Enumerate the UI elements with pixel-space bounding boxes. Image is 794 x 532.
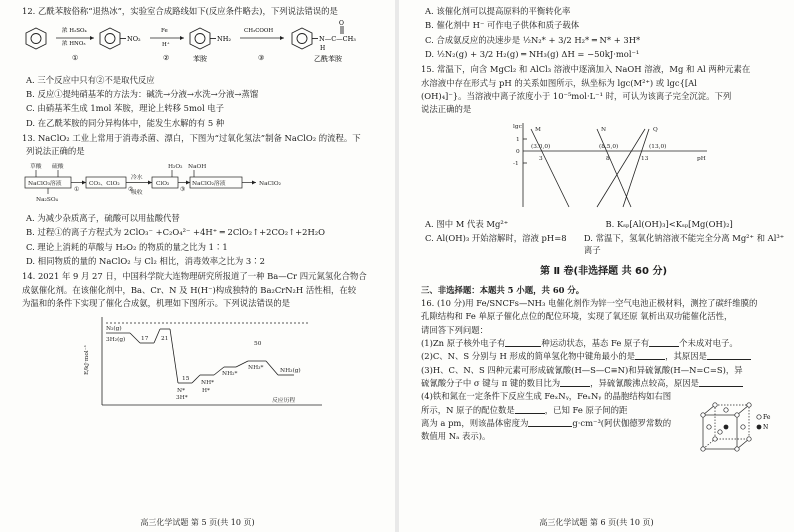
line-n xyxy=(597,126,631,207)
circ-2: ② xyxy=(128,186,134,193)
q15-option-d: D. 常温下，氢氧化钠溶液不能完全分离 Mg²⁺ 和 Al³⁺ 离子 xyxy=(583,233,785,255)
ph-x-label: pH xyxy=(697,155,706,162)
circ-1: ① xyxy=(74,186,80,193)
q16-line1: 16. (10 分)用 Fe/SNCFs—NH₃ 电催化剂作为锌一空气电池正极材料，测控了碳纤维膜的 xyxy=(421,297,758,308)
q16-part4 xyxy=(421,391,786,442)
coord-13: (13,0) xyxy=(649,143,667,150)
nitrobenzene-ring xyxy=(100,28,126,49)
value-17: 17 xyxy=(141,335,149,342)
species-nh2: NH₂* xyxy=(222,370,238,377)
answer-blank[interactable] xyxy=(528,418,572,427)
acetanilide-o: O xyxy=(339,20,344,28)
species-h: H* xyxy=(202,387,210,394)
q16-part2-b: ，其原因是 xyxy=(665,351,708,362)
product-naclo2: NaClO₂ xyxy=(259,180,281,187)
q16-part3-b: 硫氰酸分子中 σ 键与 π 键的数目比为 xyxy=(421,378,561,389)
acetanilide-h: H xyxy=(320,45,326,53)
q15-stem-line4: 说法正确的是 xyxy=(421,104,472,115)
q14-option-c: C. 合成氨反应的决速步是 ½N₂* + 3/2 H₂* ═ N* + 3H* xyxy=(425,34,641,45)
section-2-title: 第 Ⅱ 卷(非选择题 共 60 分) xyxy=(539,266,668,278)
q15-option-a: A. 图中 M 代表 Mg²⁺ xyxy=(425,219,509,230)
level-nh3: NH₃(g) xyxy=(280,367,301,374)
species-3h: 3H* xyxy=(176,394,188,401)
reagent3: CH₃COOH xyxy=(244,28,274,35)
circ-3: ③ xyxy=(180,186,186,193)
q16-part1-a: (1)Zn 原子核外电子有 xyxy=(421,338,506,348)
byproduct-na2so4: Na₂SO₄ xyxy=(36,196,58,203)
q16-line3: 请回答下列问题： xyxy=(421,324,488,335)
box-naclo3: NaClO₃溶液 xyxy=(28,180,62,187)
answer-blank[interactable] xyxy=(649,338,679,347)
aniline-ring xyxy=(190,28,216,49)
step1-label: ① xyxy=(72,54,79,63)
species-nh3: NH₃* xyxy=(248,364,264,371)
tick-1: 1 xyxy=(516,136,520,143)
q12-option-b: B. 反应①提纯硝基苯的方法为：碱洗→分液→水洗→分液→蒸馏 xyxy=(26,89,259,100)
q14-energy-diagram xyxy=(22,313,387,414)
q16-part4-b: 所示，N 原子的配位数是 xyxy=(421,404,515,415)
point-n: N xyxy=(601,126,607,133)
q16-part4-e: g·cm⁻³(阿伏伽德罗常数的 xyxy=(572,418,672,429)
label-oxalic-acid: 草酸 xyxy=(30,163,42,170)
box-clo2: ClO₂ xyxy=(156,180,170,187)
answer-blank[interactable] xyxy=(560,378,590,387)
box-gas: CO₂、ClO₂ xyxy=(89,180,120,187)
q14-option-b: B. 催化剂中 H⁻ 可作电子供体和质子载体 xyxy=(425,20,580,31)
box-naclo2-solution: NaClO₂溶液 xyxy=(192,180,226,187)
crystal-cell-diagram xyxy=(697,397,783,459)
q16-part4-a: (4)铁和氮在一定条件下反应生成 FeₓNᵧ，FeₓNᵧ 的晶胞结构如右图 xyxy=(421,391,672,402)
q14-stem-line1: 14. 2021 年 9 月 27 日，中国科学院大连物理研究所报道了一种 Ba—Cr 四元氮氢化合物合 xyxy=(22,271,367,282)
reagent2-line1: Fe xyxy=(161,28,168,35)
acetanilide-name: 乙酰苯胺 xyxy=(314,55,342,64)
value-50: 50 xyxy=(254,340,262,347)
answer-blank[interactable] xyxy=(707,351,751,360)
line-q xyxy=(623,129,649,207)
legend-fe: Fe xyxy=(763,414,771,422)
q12-synthesis-route xyxy=(22,20,387,69)
q14-stem-line3: 为温和的条件下实现了催化合成氨，机理如下图所示。下列说法错误的是 xyxy=(22,298,290,309)
q16-part4-c: ，已知 Fe 原子间的距 xyxy=(544,404,628,415)
point-m: M xyxy=(535,126,541,133)
label-naoh: NaOH xyxy=(188,163,207,170)
coord-8-5: (8.5,0) xyxy=(599,143,619,150)
q16-part4-d: 离为 a pm，则该晶体密度为 xyxy=(421,418,529,429)
point-q: Q xyxy=(653,126,658,133)
q16-part1-b: 种运动状态，基态 Fe 原子有 xyxy=(541,338,650,348)
q16-part4-f: 数值用 Nₐ 表示)。 xyxy=(421,431,491,442)
energy-y-label: E/kJ·mol⁻¹ xyxy=(84,344,90,375)
tick-3: 3 xyxy=(539,155,543,162)
q15-options-row2 xyxy=(421,233,786,259)
species-nh: NH* xyxy=(201,379,215,386)
level-n2: N₂(g) xyxy=(106,325,122,332)
q15-stem-line2: 水溶液中存在形式与 pH 的关系如图所示，纵坐标为 lgc(M²⁺) 或 lgc{[Al xyxy=(421,77,697,88)
q15-lgc-ph-graph xyxy=(421,119,786,214)
tick-13: 13 xyxy=(641,155,649,162)
aniline-name: 苯胺 xyxy=(193,55,207,64)
q12-option-d: D. 在乙酰苯胺的同分异构体中，能发生水解的有 5 种 xyxy=(26,117,225,128)
fe-legend-icon xyxy=(757,415,761,419)
q13-flowchart xyxy=(22,161,387,208)
q16-part1 xyxy=(421,338,786,349)
q14-stem-line2: 成氨催化剂。在该催化剂中，Ba、Cr、N 及 H(H⁻)构成独特的 Ba₂CrN₂H 活性相，在较 xyxy=(22,284,357,295)
q15-option-b: B. Kₛₚ[Al(OH)₃]<Kₛₚ[Mg(OH)₂] xyxy=(605,219,733,230)
answer-blank[interactable] xyxy=(699,378,743,387)
q14-option-a: A. 该催化剂可以提高原料的平衡转化率 xyxy=(425,6,571,16)
value-21: 21 xyxy=(161,335,169,342)
amino-group: NH₂ xyxy=(217,35,231,44)
q16-part2-a: (2)C、N、S 分别与 H 形成的简单氢化物中键角最小的是 xyxy=(421,351,636,362)
answer-blank[interactable] xyxy=(515,405,545,414)
value-15: 15 xyxy=(182,375,190,382)
page-6-content xyxy=(421,6,786,445)
q16-line2: 孔隙结构和 Fe 单原子催化点位的配位环境，实现了氧还原 氧析出双功能催化活性， xyxy=(421,311,733,322)
nitro-group: NO₂ xyxy=(127,35,141,44)
q16-part4-line2 xyxy=(421,405,691,416)
label-sulfuric-acid: 硫酸 xyxy=(52,163,64,170)
answer-blank[interactable] xyxy=(505,338,541,347)
q12-option-c: C. 由硝基苯生成 1mol 苯胺，理论上转移 5mol 电子 xyxy=(26,103,225,114)
tick-8: 8 xyxy=(606,155,610,162)
q15-stem-line3: (OH)₄]⁻}。当溶液中离子浓度小于 10⁻⁵mol·L⁻¹ 时，可认为该离子完全沉淀。下列 xyxy=(421,91,732,102)
n-atom-marker xyxy=(724,425,729,430)
q13-stem-line1: 13. NaClO₂ 工业上常用于消毒杀菌、漂白，下图为“过氧化氢法”制备 NaClO₂ 的流程。下 xyxy=(22,133,361,144)
reagent1-line2: 浓 HNO₃ xyxy=(62,41,86,48)
q12-option-a: A. 三个反应中只有②不是取代反应 xyxy=(26,74,155,85)
energy-x-label: 反应历程 xyxy=(272,397,296,404)
q16-part3 xyxy=(421,378,786,389)
line-n-rise xyxy=(597,126,645,207)
lgc-y-label: lgc xyxy=(513,123,522,130)
species-n: N* xyxy=(177,387,185,394)
benzene-ring xyxy=(26,28,46,49)
q16-part3-c: ，异硫氰酸沸点较高，原因是 xyxy=(590,378,699,389)
reagent1-line1: 浓 H₂SO₄ xyxy=(62,28,87,35)
acetanilide-chain: N—C—CH₃ xyxy=(319,35,356,44)
tick-neg1: -1 xyxy=(513,160,519,167)
q15-option-c: C. Al(OH)₃ 开始溶解时，溶液 pH=8 xyxy=(425,233,567,244)
tick-0: 0 xyxy=(516,148,520,155)
q13-option-b: B. 过程①的离子方程式为 2ClO₃⁻ +C₂O₄²⁻ +4H⁺ ═ 2ClO₂↑+2CO₂↑+2H₂O xyxy=(26,227,326,238)
q13-option-a: A. 为减少杂质离子，硫酸可以用盐酸代替 xyxy=(26,213,180,224)
section-3-intro: 三、非选择题：本题共 5 小题，共 60 分。 xyxy=(421,284,585,295)
q12-stem: 12. 乙酰苯胺俗称“退热冰”，实验室合成路线如下(反应条件略去)，下列说法错误的是 xyxy=(22,6,338,16)
page-5-footer: 高三化学试题 第 5 页(共 10 页) xyxy=(140,518,255,527)
exam-page-5 xyxy=(0,0,395,532)
exam-page-6 xyxy=(399,0,794,532)
step2-label: ② xyxy=(163,54,170,63)
q16-part4-line3 xyxy=(421,418,691,429)
step3-label: ③ xyxy=(258,54,265,63)
page-6-footer: 高三化学试题 第 6 页(共 10 页) xyxy=(539,518,654,527)
q15-options-row1 xyxy=(421,219,786,233)
n-legend-icon xyxy=(757,425,762,430)
reagent2-line2: H⁺ xyxy=(162,42,170,49)
q16-part2 xyxy=(421,351,786,362)
answer-blank[interactable] xyxy=(635,351,665,360)
label-h2o2: H₂O₂ xyxy=(168,163,183,170)
q16-part3-a: (3)H、C、N、S 四种元素可形成硫氰酸(H—S—C≡N)和异硫氰酸(H—N=C=S)，异 xyxy=(421,364,743,375)
q13-stem-line2: 列说法正确的是 xyxy=(26,146,85,157)
q13-option-c: C. 理论上消耗的草酸与 H₂O₂ 的物质的量之比为 1∶1 xyxy=(26,241,228,252)
q16-part1-c: 个未成对电子。 xyxy=(679,338,738,348)
legend-n: N xyxy=(763,424,769,432)
q14-option-d: D. ½N₂(g) + 3/2 H₂(g) ═ NH₃(g) ΔH = −50kJ·mol⁻¹ xyxy=(425,49,640,60)
cond-absorb: 吸收 xyxy=(131,189,143,196)
cond-cold-water: 冷水 xyxy=(131,174,143,181)
q13-option-d: D. 相同物质的量的 NaClO₂ 与 Cl₂ 相比，消毒效率之比为 3∶2 xyxy=(26,256,265,267)
q15-stem-line1: 15. 常温下，向含 MgCl₂ 和 AlCl₃ 溶液中逐滴加入 NaOH 溶液，Mg 和 Al 两种元素在 xyxy=(421,64,751,75)
line-m xyxy=(531,126,569,207)
level-3h2: 3H₂(g) xyxy=(106,336,126,343)
coord-3: (3.0,0) xyxy=(531,143,551,150)
page-5-content xyxy=(22,6,387,419)
